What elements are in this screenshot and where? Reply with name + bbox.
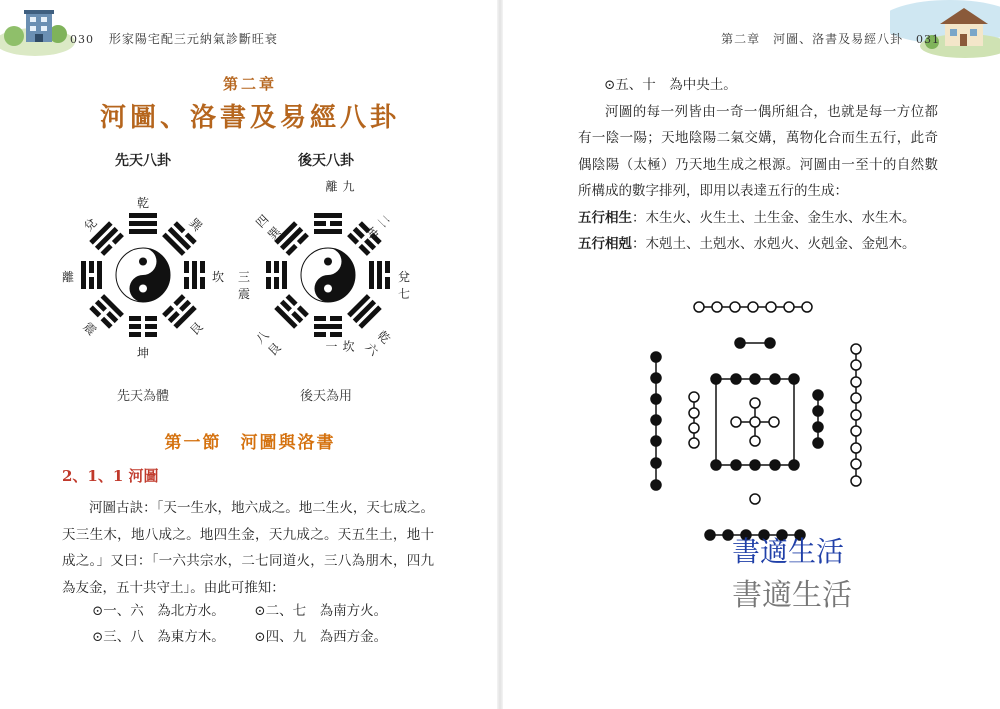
hetu-east-inner xyxy=(813,390,823,448)
label-dui-7: 兌七 xyxy=(398,270,411,301)
chapter-label: 第二章 xyxy=(222,75,277,93)
hetu-explanation: 河圖的每一列皆由一奇一偶所組合，也就是每一方位都有一陰一陽；天地陰陽二氣交媾，萬物化合而生五行，此奇偶陰陽（太極）乃天地生成之根源。河圖由一至十的自然數所構成的數字排列，即用以表達五行的生成： xyxy=(578,103,938,199)
chapter-title: 河圖、洛書及易經八卦 xyxy=(99,103,400,133)
hetu-paragraph-block xyxy=(62,495,434,601)
label-qian: 乾 xyxy=(137,196,150,210)
book-title: 形家陽宅配三元納氣診斷旺衰 xyxy=(108,32,278,46)
taiji-symbol xyxy=(116,248,170,302)
rule-label: 五行相剋 xyxy=(578,236,632,252)
taiji-symbol xyxy=(301,248,355,302)
rule-sheng xyxy=(578,205,938,232)
hetu-center-cross xyxy=(731,398,779,446)
label-dui: 兌 xyxy=(81,215,100,235)
label-kan-1: 坎一 xyxy=(324,340,355,352)
rule-text: ：木生火、火生土、土生金、金生水、水生木。 xyxy=(632,209,916,226)
chapter-running-title: 第二章 河圖、洛書及易經八卦 xyxy=(721,32,904,46)
label-xun: 巽 xyxy=(186,215,205,235)
label-zhen: 震 xyxy=(80,319,99,339)
hetu-diagram xyxy=(640,295,880,555)
label-kun-2: 二坤 xyxy=(362,212,393,243)
hetu-west-outer xyxy=(651,352,661,490)
xiantian-caption: 先天為體 xyxy=(116,389,169,404)
list-item: ⊙四、九 為西方金。 xyxy=(254,629,388,645)
hetu-west-inner xyxy=(689,392,699,448)
page-header xyxy=(721,30,940,47)
label-li: 離 xyxy=(62,270,75,284)
subsection-title: 2、1、1 河圖 xyxy=(62,467,159,485)
hetu-south-inner xyxy=(735,338,775,348)
item-center: ⊙五、十 為中央土。 xyxy=(604,77,737,93)
hetu-east-outer xyxy=(851,344,861,486)
list-item: ⊙一、六 為北方水。 xyxy=(92,603,225,619)
page-number: 031 xyxy=(916,33,940,46)
houtian-caption: 後天為用 xyxy=(299,389,352,404)
watermark-gray: 書適生活 xyxy=(732,578,852,613)
list-item: ⊙二、七 為南方火。 xyxy=(254,603,388,619)
hetu-north-inner xyxy=(750,494,760,504)
hetu-south-top xyxy=(694,302,812,312)
page-header xyxy=(70,30,278,47)
label-kun: 坤 xyxy=(137,346,150,360)
page-number: 030 xyxy=(70,33,94,46)
label-zhen-3: 三震 xyxy=(238,270,251,301)
label-gen: 艮 xyxy=(187,319,206,339)
section-title: 第一節 河圖與洛書 xyxy=(164,433,336,453)
houtian-title: 後天八卦 xyxy=(298,153,354,169)
item-row-1 xyxy=(92,599,387,619)
watermark-blue: 書適生活 xyxy=(732,535,845,568)
label-qian-6: 乾六 xyxy=(362,328,393,359)
item-row-2 xyxy=(92,625,387,645)
rule-text: ：木剋土、土剋水、水剋火、火剋金、金剋木。 xyxy=(632,236,916,252)
xiantian-title: 先天八卦 xyxy=(115,153,171,169)
rule-label: 五行相生 xyxy=(578,209,632,226)
label-kan: 坎 xyxy=(212,270,225,284)
list-item: ⊙三、八 為東方木。 xyxy=(92,629,225,645)
right-text-block xyxy=(578,72,938,258)
xiantian-bagua-diagram xyxy=(53,185,233,365)
hetu-paragraph: 河圖古訣：「天一生水，地六成之。地二生火，天七成之。天三生木，地八成之。地四生金，天九成之。天五生土，地十成之。」又曰：「一六共宗水，二七同道火，三八為朋木，四九為友金，五十共守土」。由此可推知： xyxy=(62,500,434,596)
label-li-9: 九離 xyxy=(324,180,355,192)
label-gen-8: 八艮 xyxy=(253,328,284,359)
rule-ke xyxy=(578,231,938,258)
label-xun-4: 四巽 xyxy=(253,212,284,243)
